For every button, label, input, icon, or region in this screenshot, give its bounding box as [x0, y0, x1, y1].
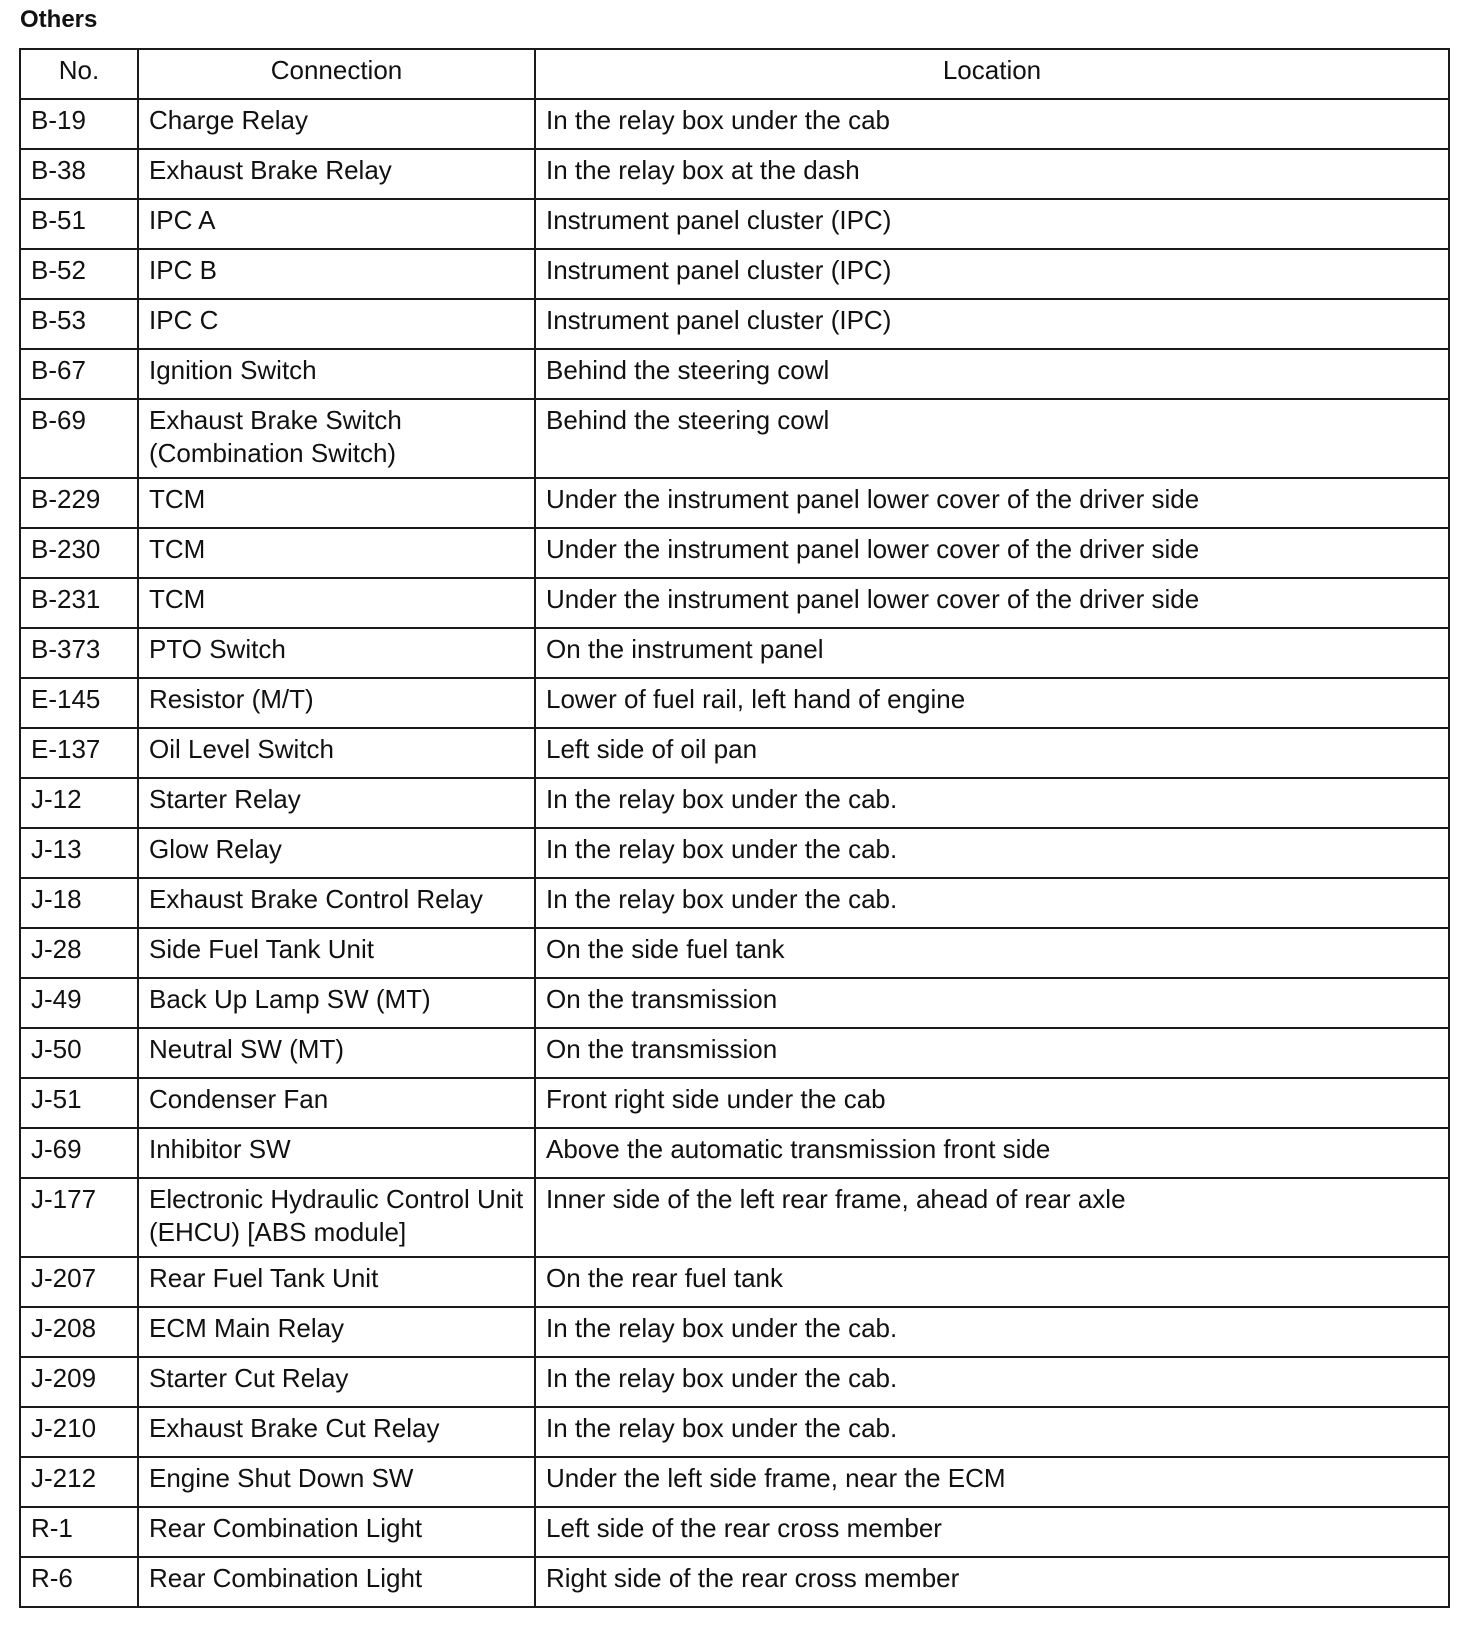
cell-no: R-6: [20, 1557, 138, 1607]
cell-location: In the relay box under the cab.: [535, 778, 1449, 828]
cell-no: B-229: [20, 478, 138, 528]
cell-connection: Exhaust Brake Cut Relay: [138, 1407, 535, 1457]
cell-location: Under the instrument panel lower cover of the driver side: [535, 578, 1449, 628]
cell-location: Inner side of the left rear frame, ahead of rear axle: [535, 1178, 1449, 1257]
cell-no: E-145: [20, 678, 138, 728]
cell-no: B-38: [20, 149, 138, 199]
cell-location: On the transmission: [535, 1028, 1449, 1078]
cell-connection: PTO Switch: [138, 628, 535, 678]
table-row: [20, 1357, 1449, 1407]
cell-connection: IPC A: [138, 199, 535, 249]
cell-connection: Inhibitor SW: [138, 1128, 535, 1178]
cell-location: Lower of fuel rail, left hand of engine: [535, 678, 1449, 728]
table-row: [20, 149, 1449, 199]
table-row: [20, 1457, 1449, 1507]
cell-no: J-69: [20, 1128, 138, 1178]
cell-connection: Engine Shut Down SW: [138, 1457, 535, 1507]
table-row: [20, 828, 1449, 878]
header-connection: Connection: [138, 49, 535, 99]
cell-connection: Oil Level Switch: [138, 728, 535, 778]
cell-location: Instrument panel cluster (IPC): [535, 299, 1449, 349]
cell-location: Under the left side frame, near the ECM: [535, 1457, 1449, 1507]
cell-connection: Back Up Lamp SW (MT): [138, 978, 535, 1028]
table-row: [20, 728, 1449, 778]
cell-location: On the transmission: [535, 978, 1449, 1028]
cell-location: On the rear fuel tank: [535, 1257, 1449, 1307]
cell-connection: Condenser Fan: [138, 1078, 535, 1128]
cell-no: J-18: [20, 878, 138, 928]
table-row: [20, 1257, 1449, 1307]
table-row: [20, 478, 1449, 528]
cell-location: Instrument panel cluster (IPC): [535, 249, 1449, 299]
table-row: [20, 1078, 1449, 1128]
cell-no: J-49: [20, 978, 138, 1028]
cell-connection: Rear Combination Light: [138, 1557, 535, 1607]
cell-connection: IPC C: [138, 299, 535, 349]
cell-location: Under the instrument panel lower cover of the driver side: [535, 528, 1449, 578]
table-row: [20, 528, 1449, 578]
table-row: [20, 399, 1449, 478]
cell-no: B-53: [20, 299, 138, 349]
table-row: [20, 1407, 1449, 1457]
table-row: [20, 678, 1449, 728]
cell-connection: Charge Relay: [138, 99, 535, 149]
cell-no: B-69: [20, 399, 138, 478]
table-row: [20, 1557, 1449, 1607]
cell-location: In the relay box under the cab.: [535, 828, 1449, 878]
cell-no: B-373: [20, 628, 138, 678]
cell-no: J-207: [20, 1257, 138, 1307]
cell-connection: Ignition Switch: [138, 349, 535, 399]
table-row: [20, 778, 1449, 828]
cell-no: J-12: [20, 778, 138, 828]
cell-connection: Exhaust Brake Relay: [138, 149, 535, 199]
cell-no: B-19: [20, 99, 138, 149]
cell-connection: Resistor (M/T): [138, 678, 535, 728]
cell-connection: ECM Main Relay: [138, 1307, 535, 1357]
table-row: [20, 1507, 1449, 1557]
cell-no: R-1: [20, 1507, 138, 1557]
cell-no: J-212: [20, 1457, 138, 1507]
table-row: [20, 299, 1449, 349]
table-header-row: [20, 49, 1449, 99]
table-row: [20, 628, 1449, 678]
cell-no: J-50: [20, 1028, 138, 1078]
cell-no: J-210: [20, 1407, 138, 1457]
cell-connection: TCM: [138, 478, 535, 528]
header-location: Location: [535, 49, 1449, 99]
cell-location: On the side fuel tank: [535, 928, 1449, 978]
cell-no: B-67: [20, 349, 138, 399]
cell-location: In the relay box under the cab.: [535, 1357, 1449, 1407]
cell-connection: Starter Cut Relay: [138, 1357, 535, 1407]
cell-no: J-28: [20, 928, 138, 978]
cell-connection: Exhaust Brake Control Relay: [138, 878, 535, 928]
cell-location: Instrument panel cluster (IPC): [535, 199, 1449, 249]
cell-no: B-230: [20, 528, 138, 578]
cell-location: Front right side under the cab: [535, 1078, 1449, 1128]
cell-no: E-137: [20, 728, 138, 778]
table-row: [20, 578, 1449, 628]
table-row: [20, 1307, 1449, 1357]
cell-location: Left side of the rear cross member: [535, 1507, 1449, 1557]
cell-no: J-51: [20, 1078, 138, 1128]
connector-location-table: [19, 48, 1450, 1608]
cell-no: B-231: [20, 578, 138, 628]
cell-connection: TCM: [138, 528, 535, 578]
cell-connection: Starter Relay: [138, 778, 535, 828]
cell-location: In the relay box under the cab.: [535, 1307, 1449, 1357]
cell-location: Behind the steering cowl: [535, 349, 1449, 399]
cell-connection: Electronic Hydraulic Control Unit (EHCU) [ABS module]: [138, 1178, 535, 1257]
table-row: [20, 1178, 1449, 1257]
cell-location: In the relay box at the dash: [535, 149, 1449, 199]
cell-connection: TCM: [138, 578, 535, 628]
table-row: [20, 99, 1449, 149]
cell-location: Right side of the rear cross member: [535, 1557, 1449, 1607]
cell-location: Above the automatic transmission front side: [535, 1128, 1449, 1178]
cell-location: Behind the steering cowl: [535, 399, 1449, 478]
table-row: [20, 199, 1449, 249]
cell-location: Left side of oil pan: [535, 728, 1449, 778]
cell-connection: Rear Fuel Tank Unit: [138, 1257, 535, 1307]
cell-connection: Rear Combination Light: [138, 1507, 535, 1557]
cell-no: B-52: [20, 249, 138, 299]
table-row: [20, 249, 1449, 299]
cell-connection: Neutral SW (MT): [138, 1028, 535, 1078]
table-row: [20, 1128, 1449, 1178]
cell-connection: Glow Relay: [138, 828, 535, 878]
section-title: Others: [20, 6, 98, 33]
table-row: [20, 978, 1449, 1028]
table-row: [20, 1028, 1449, 1078]
cell-no: J-13: [20, 828, 138, 878]
cell-no: B-51: [20, 199, 138, 249]
table-row: [20, 878, 1449, 928]
header-no: No.: [20, 49, 138, 99]
table-row: [20, 928, 1449, 978]
cell-connection: Exhaust Brake Switch (Combination Switch): [138, 399, 535, 478]
cell-connection: Side Fuel Tank Unit: [138, 928, 535, 978]
cell-location: On the instrument panel: [535, 628, 1449, 678]
cell-location: In the relay box under the cab: [535, 99, 1449, 149]
cell-location: In the relay box under the cab.: [535, 878, 1449, 928]
cell-no: J-208: [20, 1307, 138, 1357]
cell-location: Under the instrument panel lower cover of the driver side: [535, 478, 1449, 528]
cell-location: In the relay box under the cab.: [535, 1407, 1449, 1457]
cell-no: J-177: [20, 1178, 138, 1257]
cell-no: J-209: [20, 1357, 138, 1407]
cell-connection: IPC B: [138, 249, 535, 299]
table-row: [20, 349, 1449, 399]
